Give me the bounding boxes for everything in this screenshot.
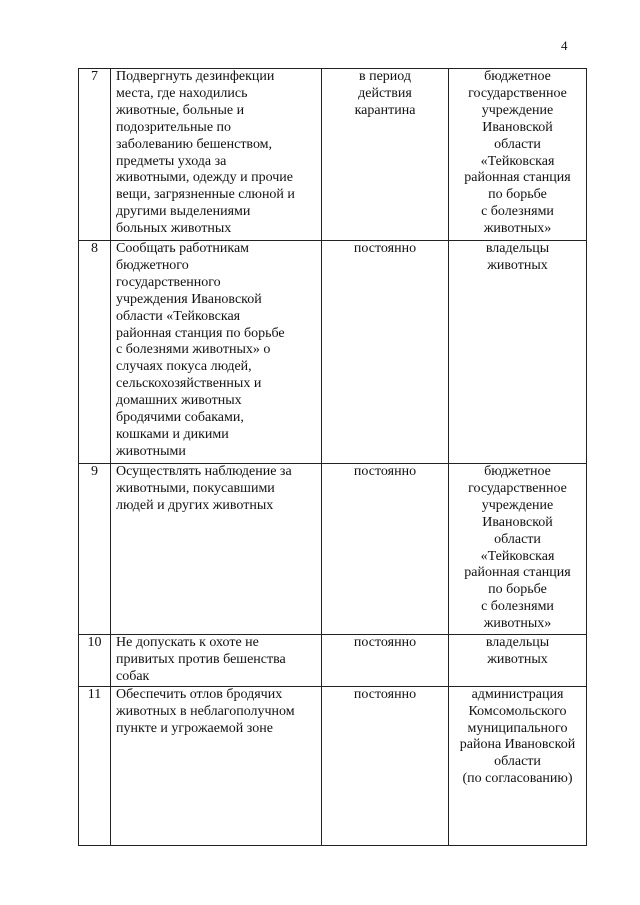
table-row <box>79 464 587 635</box>
term-text: постоянно <box>353 241 417 256</box>
page-number: 4 <box>561 38 568 53</box>
table-row <box>79 69 587 241</box>
term-text: постоянно <box>353 635 417 650</box>
term-cell <box>322 686 449 845</box>
term-text: постоянно <box>353 464 417 479</box>
row-number: 10 <box>87 635 102 650</box>
action-text: Сообщать работникам бюджетного государственного учреждения Ивановской области «Тейковская районная станция по борьбе с болезнями животных» о случаях покуса людей, сельскохозяйственных и домашних животных бродячими собаками, кошками и дикими животными <box>116 241 285 459</box>
row-number: 7 <box>91 69 98 84</box>
action-text: Обеспечить отлов бродячих животных в неблагополучном пункте и угрожаемой зоне <box>116 686 295 736</box>
responsible-text: владельцы животных <box>485 635 550 667</box>
row-number-cell <box>79 635 111 687</box>
action-cell <box>111 69 322 241</box>
responsible-cell <box>449 241 587 464</box>
action-text: Осуществлять наблюдение за животными, покусавшими людей и других животных <box>116 464 292 513</box>
action-cell <box>111 635 322 687</box>
row-number: 9 <box>91 464 98 479</box>
table-row <box>79 686 587 845</box>
row-number-cell <box>79 241 111 464</box>
row-number-cell <box>79 686 111 845</box>
action-text: Подвергнуть дезинфекции места, где находились животные, больные и подозрительные по заболеванию бешенством, предметы ухода за животными, одежду и прочие вещи, загрязненные слюной и другими выделениями больных животных <box>116 69 295 237</box>
term-cell <box>322 635 449 687</box>
row-number-cell <box>79 69 111 241</box>
table-row <box>79 635 587 687</box>
responsible-cell <box>449 686 587 845</box>
action-cell <box>111 464 322 635</box>
term-cell <box>322 241 449 464</box>
responsible-cell <box>449 69 587 241</box>
term-cell <box>322 464 449 635</box>
responsible-cell <box>449 464 587 635</box>
action-cell <box>111 241 322 464</box>
responsible-text: владельцы животных <box>485 241 550 273</box>
responsible-text: бюджетное государственное учреждение Ивановской области «Тейковская районная станция по борьбе с болезнями животных» <box>464 69 571 237</box>
responsible-cell <box>449 635 587 687</box>
row-number: 8 <box>91 241 98 256</box>
term-text: в период действия карантина <box>354 69 416 118</box>
term-cell <box>322 69 449 241</box>
action-cell <box>111 686 322 845</box>
responsible-text: администрация Комсомольского муниципального района Ивановской области (по согласованию) <box>459 686 576 787</box>
row-number-cell <box>79 464 111 635</box>
responsible-text: бюджетное государственное учреждение Ивановской области «Тейковская районная станция по борьбе с болезнями животных» <box>464 464 571 632</box>
row-number: 11 <box>87 686 102 702</box>
table-row <box>79 241 587 464</box>
term-text: постоянно <box>353 686 417 702</box>
measures-table <box>78 68 587 846</box>
action-text: Не допускать к охоте не привитых против бешенства собак <box>116 635 286 684</box>
